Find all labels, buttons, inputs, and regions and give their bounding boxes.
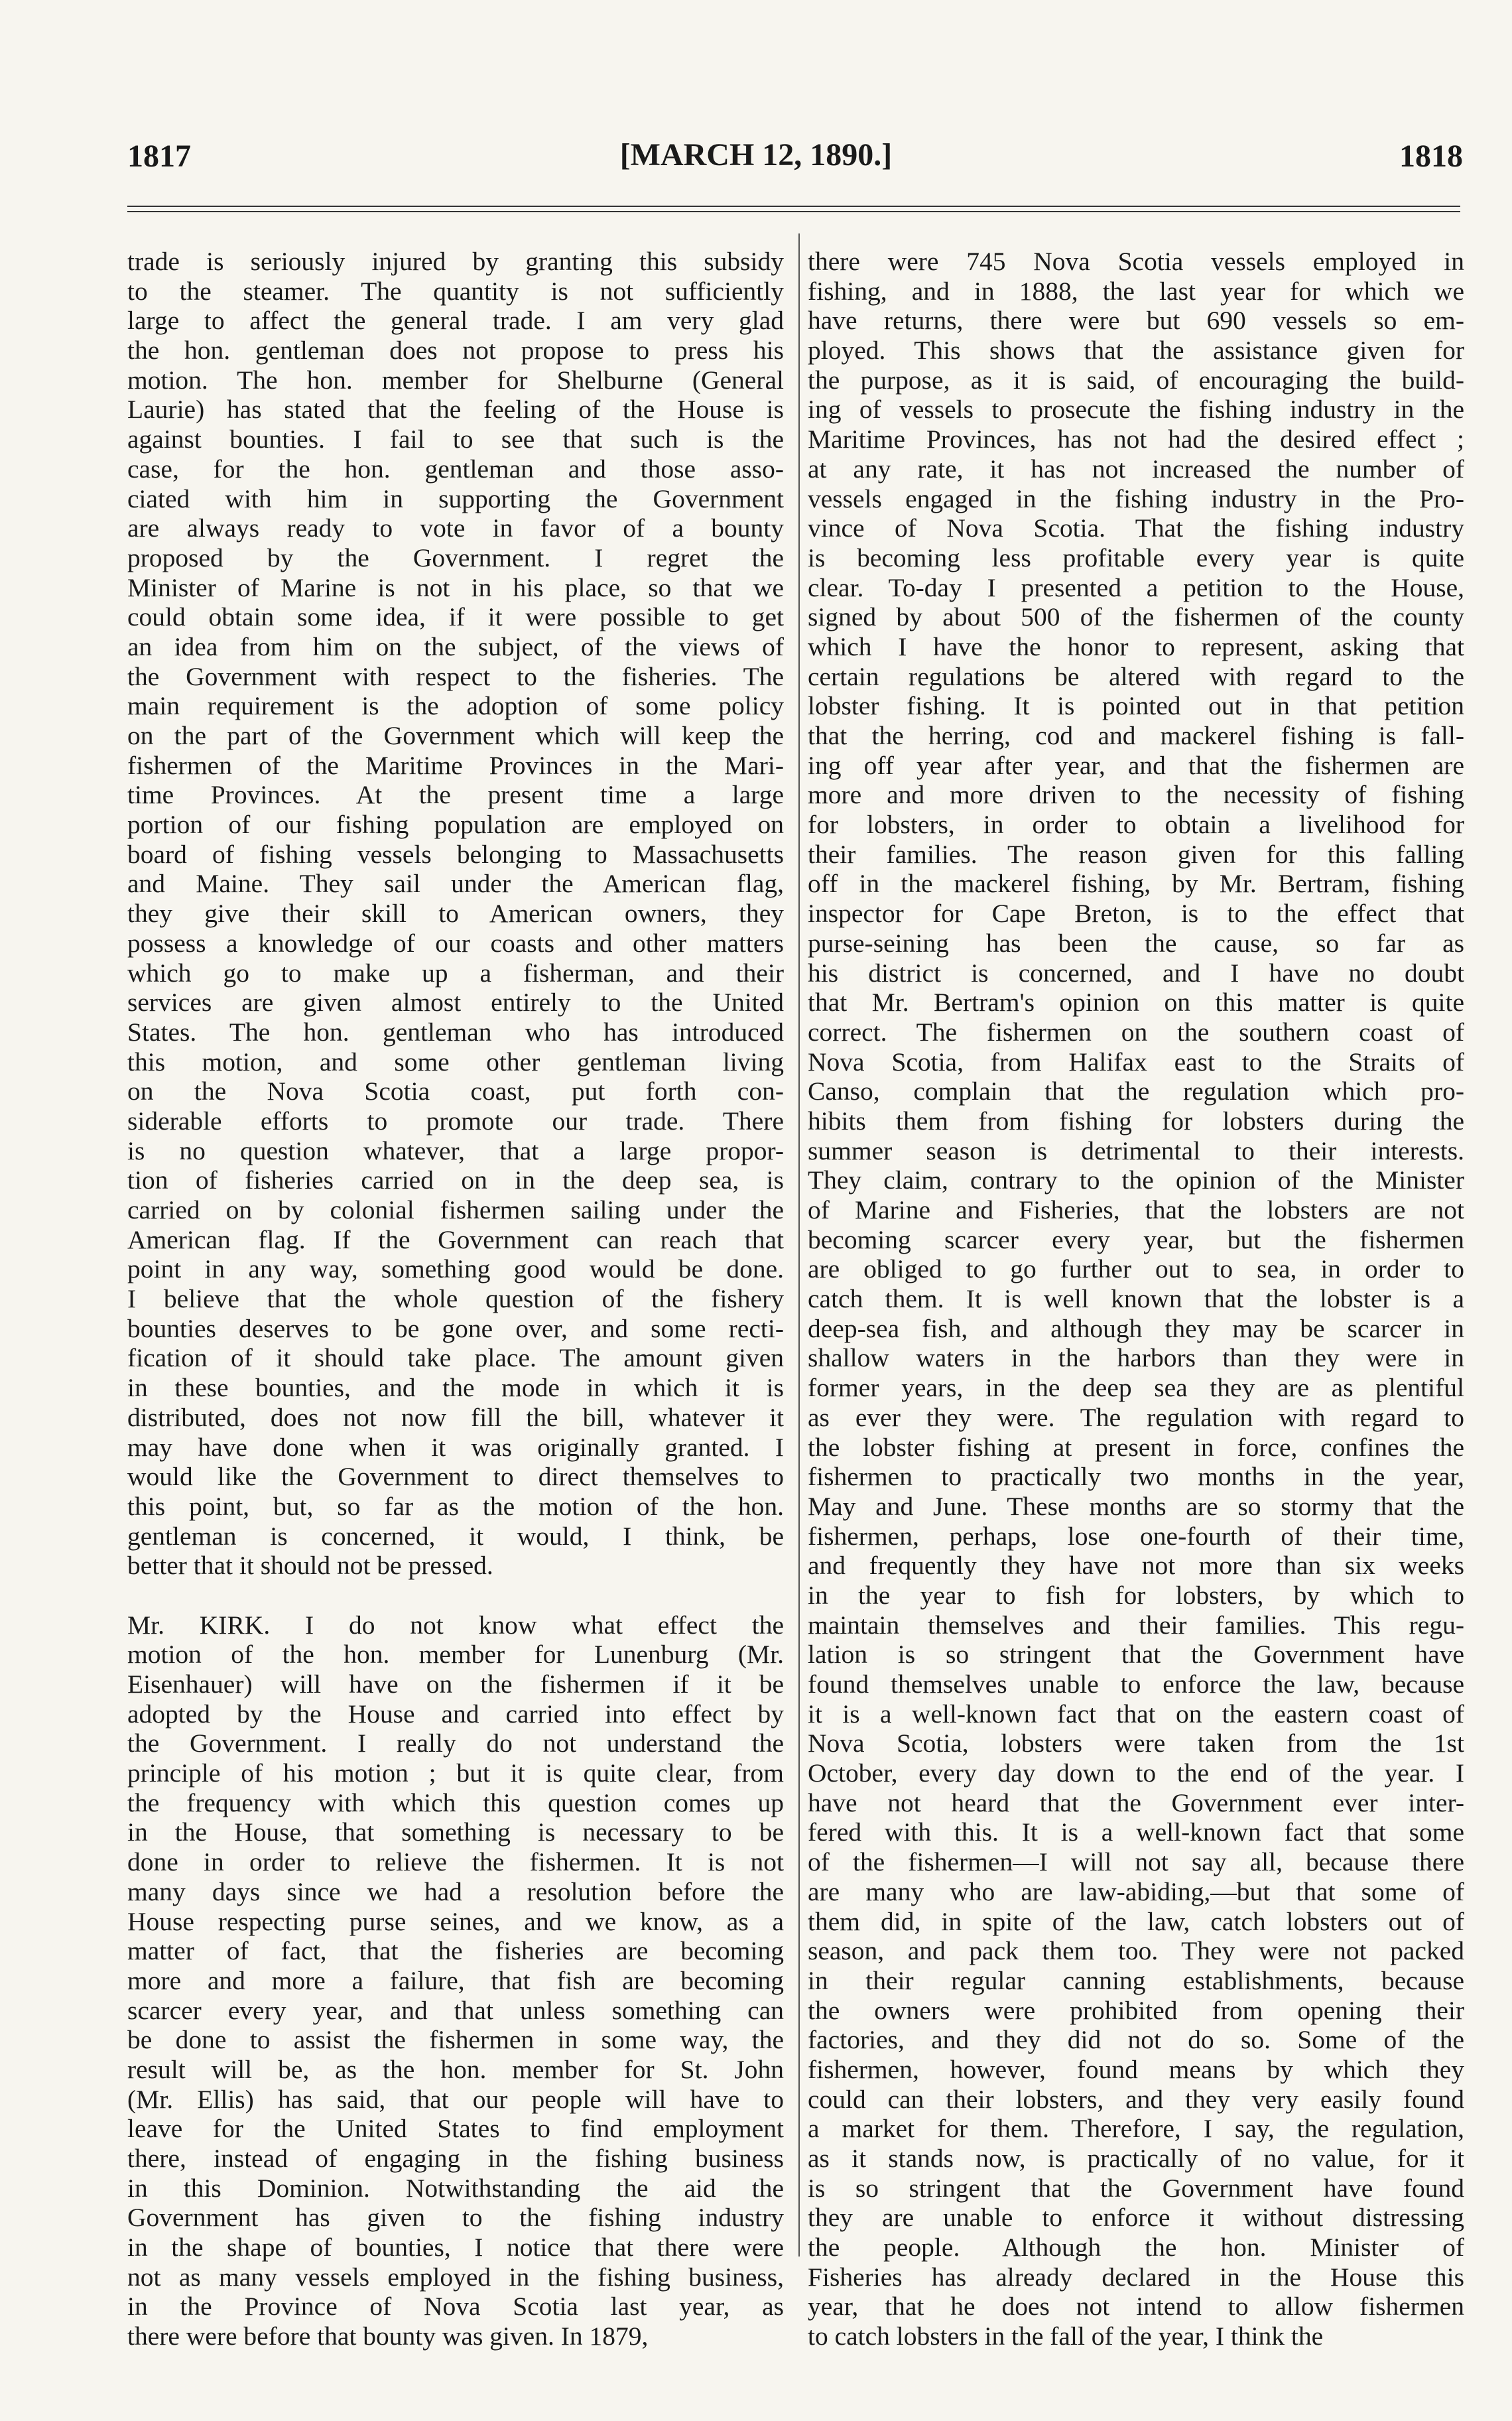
text-line: ing of vessels to prosecute the fishing industry in the: [808, 395, 1464, 425]
text-line: matter of fact, that the fisheries are becoming: [127, 1936, 784, 1966]
text-line: his district is concerned, and I have no doubt: [808, 958, 1464, 988]
column-divider: [798, 233, 800, 2257]
text-line: ing off year after year, and that the fishermen are: [808, 750, 1464, 780]
text-line: scarcer every year, and that unless something can: [127, 1995, 784, 2025]
text-line: season, and pack them too. They were not packed: [808, 1936, 1464, 1966]
text-line: the purpose, as it is said, of encouraging the build-: [808, 365, 1464, 395]
text-line: and frequently they have not more than six weeks: [808, 1551, 1464, 1581]
text-line: of Marine and Fisheries, that the lobsters are not: [808, 1195, 1464, 1224]
text-line: fishermen, however, found means by which they: [808, 2054, 1464, 2084]
text-line: off in the mackerel fishing, by Mr. Bertram, fishing: [808, 869, 1464, 899]
text-line: time Provinces. At the present time a large: [127, 780, 784, 810]
text-line: that the herring, cod and mackerel fishing is fall-: [808, 721, 1464, 750]
text-line: American flag. If the Government can reach that: [127, 1224, 784, 1254]
text-line: to catch lobsters in the fall of the year, I think the: [808, 2322, 1324, 2351]
text-line: their families. The reason given for this falling: [808, 839, 1464, 869]
text-line: Mr. KIRK. I do not know what effect the: [127, 1610, 784, 1640]
text-line: States. The hon. gentleman who has introduced: [127, 1017, 784, 1047]
text-line: them did, in spite of the law, catch lobsters out of: [808, 1906, 1464, 1936]
text-line: in these bounties, and the mode in which it is: [127, 1373, 784, 1403]
text-line: are obliged to go further out to sea, in order to: [808, 1254, 1464, 1284]
text-line: Maritime Provinces, has not had the desired effect ;: [808, 425, 1464, 454]
text-line: better that it should not be pressed.: [127, 1551, 493, 1581]
text-line: this motion, and some other gentleman living: [127, 1047, 784, 1077]
header-rule-top: [127, 206, 1460, 207]
text-line: (Mr. Ellis) has said, that our people will have to: [127, 2084, 784, 2114]
text-line: and Maine. They sail under the American flag,: [127, 869, 784, 899]
text-line: factories, and they did not do so. Some of the: [808, 2025, 1464, 2055]
text-line: be done to assist the fishermen in some way, the: [127, 2025, 784, 2055]
text-line: lobster fishing. It is pointed out in that petition: [808, 691, 1464, 721]
text-line: maintain themselves and their families. This regu-: [808, 1610, 1464, 1640]
text-line: more and more a failure, that fish are becoming: [127, 1965, 784, 1995]
text-line: are many who are law-abiding,—but that some of: [808, 1876, 1464, 1906]
text-line: ployed. This shows that the assistance given for: [808, 336, 1464, 365]
text-line: of the fishermen—I will not say all, because there: [808, 1847, 1464, 1877]
text-line: deep-sea fish, and although they may be scarcer in: [808, 1313, 1464, 1343]
text-line: would like the Government to direct themselves to: [127, 1462, 784, 1492]
text-line: they are unable to enforce it without distressing: [808, 2203, 1464, 2233]
text-line: proposed by the Government. I regret the: [127, 543, 784, 572]
text-line: the Government with respect to the fisheries. The: [127, 661, 784, 691]
text-line: hibits them from fishing for lobsters during the: [808, 1106, 1464, 1136]
text-line: the Government. I really do not understand the: [127, 1729, 784, 1758]
text-line: point in any way, something good would be done.: [127, 1254, 784, 1284]
text-line: vince of Nova Scotia. That the fishing industry: [808, 513, 1464, 543]
text-line: the lobster fishing at present in force, confines the: [808, 1432, 1464, 1462]
text-line: have returns, there were but 690 vessels so em-: [808, 306, 1464, 336]
text-line: Laurie) has stated that the feeling of the House is: [127, 395, 784, 425]
text-line: Canso, complain that the regulation which pro-: [808, 1077, 1464, 1106]
text-line: could obtain some idea, if it were possible to get: [127, 602, 784, 632]
text-line: board of fishing vessels belonging to Massachusetts: [127, 839, 784, 869]
text-line: lation is so stringent that the Government have: [808, 1640, 1464, 1669]
text-line: which I have the honor to represent, asking that: [808, 631, 1464, 661]
text-line: in this Dominion. Notwithstanding the aid the: [127, 2173, 784, 2203]
text-line: a market for them. Therefore, I say, the regulation,: [808, 2114, 1464, 2144]
text-line: is so stringent that the Government have found: [808, 2173, 1464, 2203]
left-column: [127, 247, 784, 2351]
text-line: on the Nova Scotia coast, put forth con-: [127, 1077, 784, 1106]
text-line: on the part of the Government which will keep the: [127, 721, 784, 750]
text-line: as ever they were. The regulation with regard to: [808, 1402, 1464, 1432]
text-line: vessels engaged in the fishing industry in the Pro-: [808, 484, 1464, 513]
text-line: certain regulations be altered with regard to the: [808, 661, 1464, 691]
text-line: at any rate, it has not increased the number of: [808, 454, 1464, 484]
text-line: clear. To-day I presented a petition to the House,: [808, 572, 1464, 602]
text-line: for lobsters, in order to obtain a livelihood for: [808, 810, 1464, 840]
text-line: purse-seining has been the cause, so far as: [808, 928, 1464, 958]
text-line: it is a well-known fact that on the eastern coast of: [808, 1699, 1464, 1729]
text-line: ciated with him in supporting the Government: [127, 484, 784, 513]
text-line: signed by about 500 of the fishermen of the county: [808, 602, 1464, 632]
text-line: the hon. gentleman does not propose to press his: [127, 336, 784, 365]
text-line: becoming scarcer every year, but the fishermen: [808, 1224, 1464, 1254]
text-line: former years, in the deep sea they are as plentiful: [808, 1373, 1464, 1403]
text-line: may have done when it was originally granted. I: [127, 1432, 784, 1462]
text-line: October, every day down to the end of the year. I: [808, 1758, 1464, 1788]
text-line: shallow waters in the harbors than they were in: [808, 1343, 1464, 1373]
header-rule-bottom: [127, 211, 1460, 212]
text-line: possess a knowledge of our coasts and other matters: [127, 928, 784, 958]
text-line: to the steamer. The quantity is not sufficiently: [127, 276, 784, 306]
text-line: fishermen of the Maritime Provinces in the Mari-: [127, 750, 784, 780]
text-line: trade is seriously injured by granting this subsidy: [127, 247, 784, 276]
page-number-left: 1817: [127, 139, 191, 174]
text-line: which go to make up a fisherman, and their: [127, 958, 784, 988]
text-line: in their regular canning establishments, because: [808, 1965, 1464, 1995]
text-line: against bounties. I fail to see that such is the: [127, 425, 784, 454]
text-line: many days since we had a resolution before the: [127, 1876, 784, 1906]
text-line: House respecting purse seines, and we know, as a: [127, 1906, 784, 1936]
text-line: the frequency with which this question comes up: [127, 1788, 784, 1817]
text-line: there were 745 Nova Scotia vessels employed in: [808, 247, 1464, 276]
text-line: could can their lobsters, and they very easily found: [808, 2084, 1464, 2114]
paragraph-mr-kirk: [127, 1610, 784, 2351]
text-line: Fisheries has already declared in the House this: [808, 2262, 1464, 2292]
text-line: leave for the United States to find employment: [127, 2114, 784, 2144]
text-line: they give their skill to American owners, they: [127, 899, 784, 929]
text-line: services are given almost entirely to the United: [127, 988, 784, 1017]
text-line: not as many vessels employed in the fishing business,: [127, 2262, 784, 2292]
text-line: principle of his motion ; but it is quite clear, from: [127, 1758, 784, 1788]
text-line: Nova Scotia, from Halifax east to the Straits of: [808, 1047, 1464, 1077]
text-line: found themselves unable to enforce the law, because: [808, 1669, 1464, 1699]
text-line: in the Province of Nova Scotia last year, as: [127, 2292, 784, 2322]
text-line: Government has given to the fishing industry: [127, 2203, 784, 2233]
text-line: as it stands now, is practically of no value, for it: [808, 2144, 1464, 2173]
text-line: year, that he does not intend to allow fishermen: [808, 2292, 1464, 2322]
text-line: siderable efforts to promote our trade. There: [127, 1106, 784, 1136]
text-line: result will be, as the hon. member for St. John: [127, 2054, 784, 2084]
text-line: the people. Although the hon. Minister of: [808, 2233, 1464, 2262]
page-number-right: 1818: [1399, 139, 1463, 174]
text-line: fishermen, perhaps, lose one-fourth of their time,: [808, 1521, 1464, 1551]
text-line: May and June. These months are so stormy that the: [808, 1491, 1464, 1521]
text-line: is no question whatever, that a large propor-: [127, 1136, 784, 1165]
text-line: Eisenhauer) will have on the fishermen if it be: [127, 1669, 784, 1699]
right-column: [808, 247, 1464, 2351]
text-line: catch them. It is well known that the lobster is a: [808, 1284, 1464, 1314]
text-line: is becoming less profitable every year is quite: [808, 543, 1464, 572]
text-line: portion of our fishing population are employed on: [127, 810, 784, 840]
text-line: done in order to relieve the fishermen. It is not: [127, 1847, 784, 1877]
text-line: fishing, and in 1888, the last year for which we: [808, 276, 1464, 306]
text-line: fishermen to practically two months in the year,: [808, 1462, 1464, 1492]
page-date-header: [MARCH 12, 1890.]: [619, 137, 893, 172]
text-line: that Mr. Bertram's opinion on this matter is quite: [808, 988, 1464, 1017]
text-line: summer season is detrimental to their interests.: [808, 1136, 1464, 1165]
text-line: in the shape of bounties, I notice that there were: [127, 2233, 784, 2262]
text-line: fered with this. It is a well-known fact that some: [808, 1817, 1464, 1847]
text-line: case, for the hon. gentleman and those asso-: [127, 454, 784, 484]
text-line: distributed, does not now fill the bill, whatever it: [127, 1402, 784, 1432]
paragraph-continued: [127, 247, 784, 1581]
text-line: large to affect the general trade. I am very glad: [127, 306, 784, 336]
text-line: an idea from him on the subject, of the views of: [127, 631, 784, 661]
text-line: the owners were prohibited from opening their: [808, 1995, 1464, 2025]
text-line: adopted by the House and carried into effect by: [127, 1699, 784, 1729]
text-line: bounties deserves to be gone over, and some recti-: [127, 1313, 784, 1343]
text-line: have not heard that the Government ever inter-: [808, 1788, 1464, 1817]
text-line: correct. The fishermen on the southern coast of: [808, 1017, 1464, 1047]
text-line: are always ready to vote in favor of a bounty: [127, 513, 784, 543]
text-line: carried on by colonial fishermen sailing under the: [127, 1195, 784, 1224]
text-line: in the year to fish for lobsters, by which to: [808, 1580, 1464, 1610]
text-line: They claim, contrary to the opinion of the Minister: [808, 1165, 1464, 1195]
text-line: I believe that the whole question of the fishery: [127, 1284, 784, 1314]
text-line: there, instead of engaging in the fishing business: [127, 2144, 784, 2173]
paragraph-continued-right: [808, 247, 1464, 2351]
text-line: in the House, that something is necessary to be: [127, 1817, 784, 1847]
text-line: main requirement is the adoption of some policy: [127, 691, 784, 721]
text-line: motion. The hon. member for Shelburne (General: [127, 365, 784, 395]
text-line: motion of the hon. member for Lunenburg (Mr.: [127, 1640, 784, 1669]
text-line: gentleman is concerned, it would, I think, be: [127, 1521, 784, 1551]
text-line: fication of it should take place. The amount given: [127, 1343, 784, 1373]
text-line: inspector for Cape Breton, is to the effect that: [808, 899, 1464, 929]
text-line: tion of fisheries carried on in the deep sea, is: [127, 1165, 784, 1195]
text-line: Nova Scotia, lobsters were taken from the 1st: [808, 1729, 1464, 1758]
text-line: more and more driven to the necessity of fishing: [808, 780, 1464, 810]
text-line: Minister of Marine is not in his place, so that we: [127, 572, 784, 602]
text-line: this point, but, so far as the motion of the hon.: [127, 1491, 784, 1521]
text-line: there were before that bounty was given. In 1879,: [127, 2322, 649, 2351]
